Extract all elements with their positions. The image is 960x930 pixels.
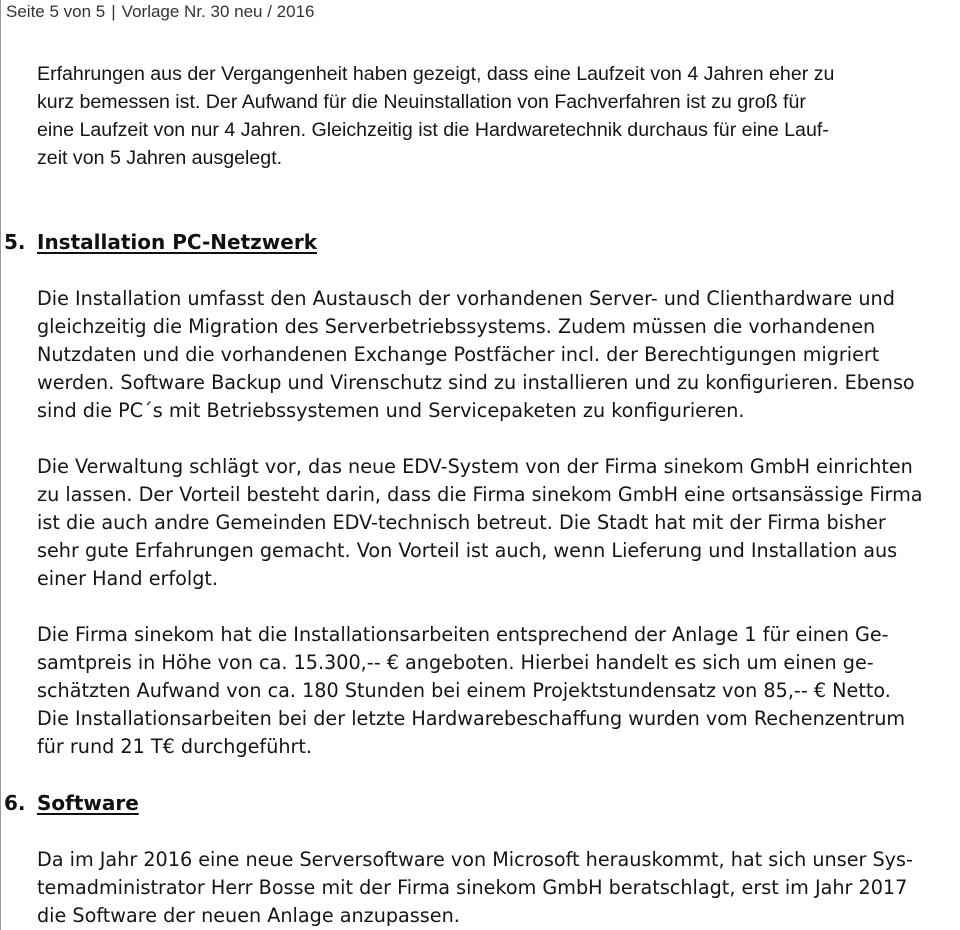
text-line: einer Hand erfolgt. bbox=[37, 567, 219, 590]
section-title: Software bbox=[37, 791, 139, 815]
text-line: Nutzdaten und die vorhandenen Exchange Postfächer incl. der Berechtigungen migriert bbox=[37, 343, 880, 366]
text-line: Die Installation umfasst den Austausch der vorhandenen Server- und Clienthardware und bbox=[37, 287, 895, 310]
text-line: sehr gute Erfahrungen gemacht. Von Vorteil ist auch, wenn Lieferung und Installation aus bbox=[37, 539, 898, 562]
page-header bbox=[6, 2, 314, 22]
section5-paragraph-2 bbox=[37, 453, 960, 593]
section-number: 6. bbox=[4, 791, 26, 815]
intro-paragraph bbox=[37, 60, 960, 172]
text-line: sind die PC´s mit Betriebssystemen und Servicepaketen zu konfigurieren. bbox=[37, 399, 745, 422]
text-line: zeit von 5 Jahren ausgelegt. bbox=[37, 147, 283, 169]
section-title: Installation PC-Netzwerk bbox=[37, 230, 318, 254]
section5-paragraph-1 bbox=[37, 285, 960, 425]
text-line: für rund 21 T€ durchgeführt. bbox=[37, 735, 313, 758]
section-heading-6 bbox=[4, 789, 139, 817]
section-number: 5. bbox=[4, 230, 26, 254]
section5-paragraph-3 bbox=[37, 621, 960, 761]
page-number-label: Seite 5 von 5 bbox=[6, 2, 106, 21]
text-line: Die Installationsarbeiten bei der letzte Hardwarebeschaffung wurden vom Rechenzentrum bbox=[37, 707, 906, 730]
text-line: Da im Jahr 2016 eine neue Serversoftware von Microsoft herauskommt, hat sich unser Sys- bbox=[37, 848, 913, 871]
text-line: die Software der neuen Anlage anzupassen. bbox=[37, 904, 460, 927]
section-heading-5 bbox=[4, 228, 317, 256]
text-line: zu lassen. Der Vorteil besteht darin, dass die Firma sinekom GmbH eine ortsansässige Firma bbox=[37, 483, 923, 506]
text-line: samtpreis in Höhe von ca. 15.300,-- € angeboten. Hierbei handelt es sich um einen ge- bbox=[37, 651, 874, 674]
text-line: Die Verwaltung schlägt vor, das neue EDV-System von der Firma sinekom GmbH einrichten bbox=[37, 455, 913, 478]
text-line: temadministrator Herr Bosse mit der Firma sinekom GmbH beratschlagt, erst im Jahr 2017 bbox=[37, 876, 908, 899]
text-line: werden. Software Backup und Virenschutz sind zu installieren und zu konfigurieren. Ebenso bbox=[37, 371, 915, 394]
text-line: Die Firma sinekom hat die Installationsarbeiten entsprechend der Anlage 1 für einen Ge- bbox=[37, 623, 889, 646]
text-line: gleichzeitig die Migration des Serverbetriebssystems. Zudem müssen die vorhandenen bbox=[37, 315, 876, 338]
text-line: ist die auch andre Gemeinden EDV-technisch betreut. Die Stadt hat mit der Firma bisher bbox=[37, 511, 886, 534]
text-line: kurz bemessen ist. Der Aufwand für die Neuinstallation von Fachverfahren ist zu groß für bbox=[37, 91, 806, 113]
text-line: Erfahrungen aus der Vergangenheit haben gezeigt, dass eine Laufzeit von 4 Jahren eher zu bbox=[37, 63, 835, 85]
text-line: schätzten Aufwand von ca. 180 Stunden bei einem Projektstundensatz von 85,-- € Netto. bbox=[37, 679, 891, 702]
section6-paragraph-1 bbox=[37, 846, 960, 930]
template-label: Vorlage Nr. 30 neu / 2016 bbox=[121, 2, 315, 21]
header-separator: | bbox=[111, 2, 116, 21]
text-line: eine Laufzeit von nur 4 Jahren. Gleichzeitig ist die Hardwaretechnik durchaus für eine Lauf- bbox=[37, 119, 829, 141]
